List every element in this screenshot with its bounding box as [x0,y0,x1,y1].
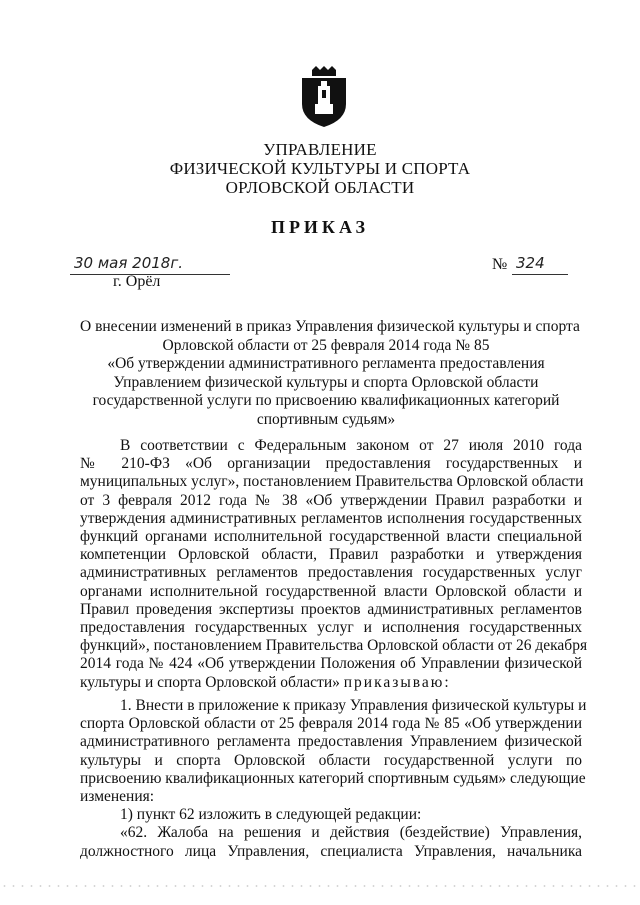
document-title: ПРИКАЗ [270,217,370,237]
body-line: 1) пункт 62 изложить в следующей редакции: [120,806,422,824]
org-name-line-1: УПРАВЛЕНИЕ [263,140,377,159]
body-line: 1. Внести в приложение к приказу Управления физической культуры и [120,697,587,714]
org-name-line-3: ОРЛОВСКОЙ ОБЛАСТИ [225,178,415,197]
org-name-line-2: ФИЗИЧЕСКОЙ КУЛЬТУРЫ И СПОРТА [169,159,471,178]
number-label: № [492,256,508,273]
body-line: «62. Жалоба на решения и действия (бездействие) Управления, [120,824,582,842]
body-line: 2014 года № 424 «Об утверждении Положения об Управлении физической [80,655,582,673]
body-line: спорта Орловской области от 25 февраля 2014 года № 85 «Об утверждении [80,715,582,733]
subject-line: государственной услуги по присвоению квалификационных категорий [92,392,560,410]
body-line: административных регламентов предоставления государственных услуг [80,564,582,582]
body-line: культуры и спорта Орловской области государственной услуги по [80,751,582,769]
subject-line: «Об утверждении административного регламента предоставления [107,355,545,373]
body-line-prefix: культуры и спорта Орловской области» [80,673,340,691]
subject-line: О внесении изменений в приказ Управления физической культуры и спорта [80,318,580,335]
body-line: № 210-ФЗ «Об организации предоставления государственных и [80,455,582,473]
amendment-paragraph [80,697,587,861]
body-line: функций», постановлением Правительства Орловской области от 26 декабря [80,637,588,655]
body-line: компетенции Орловской области, Правил разработки и утверждения [80,546,582,564]
coat-of-arms-icon [298,66,350,128]
preamble-paragraph [80,437,588,692]
body-line: изменения: [80,788,155,806]
body-line: административного регламента предоставления Управлением физической [80,733,582,751]
subject-line: Управлением физической культуры и спорта Орловской области [113,373,539,391]
body-line: присвоению квалификационных категорий спортивным судьям» следующие [80,769,586,787]
body-line: функций органами исполнительной государственной власти специальной [80,528,582,546]
body-line: В соответствии с Федеральным законом от 27 июля 2010 года [120,437,582,454]
body-line: предоставления государственных услуг и исполнения государственных [80,619,582,637]
handwritten-number: 324 [516,254,545,272]
subject-line: спортивным судьям» [256,410,396,428]
order-subject [80,318,580,430]
order-word: приказываю: [343,673,451,691]
body-line: должностного лица Управления, специалиста Управления, начальника [80,842,582,860]
city: г. Орёл [113,273,161,290]
body-line: органами исполнительной государственной власти Орловской области и [80,582,582,600]
body-line-last [80,674,582,692]
body-line: утверждения административных регламентов исполнения государственных [80,509,582,527]
body-line: муниципальных услуг», постановлением Правительства Орловской области [80,473,584,491]
subject-line: Орловской области от 25 февраля 2014 года № 85 [162,336,490,354]
scan-artifact-dots [0,884,640,888]
body-line: от 3 февраля 2012 года № 38 «Об утверждении Правил разработки и [80,491,582,509]
body-line: Правил проведения экспертизы проектов административных регламентов [80,600,582,618]
number-field [512,256,568,275]
handwritten-date: 30 мая 2018г. [74,254,183,272]
